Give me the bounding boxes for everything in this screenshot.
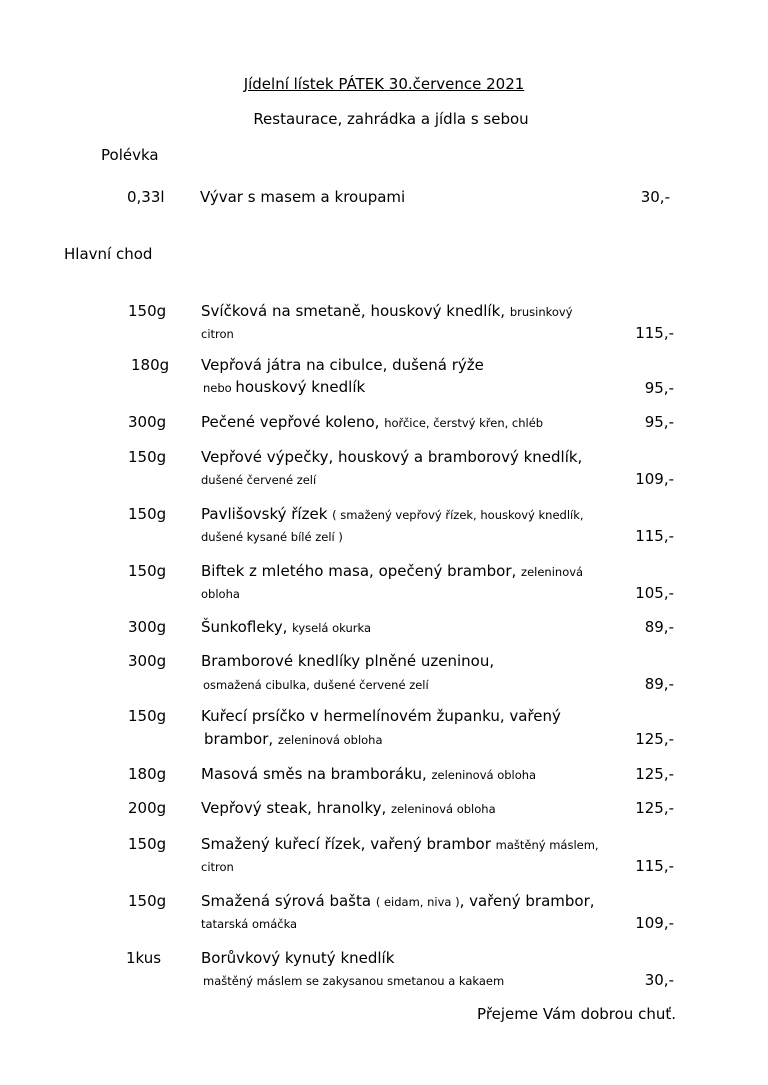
main-item-side: osmažená cibulka, dušené červené zelí — [203, 678, 429, 692]
main-item-price: 30,- — [644, 971, 674, 989]
closing-wish: Přejeme Vám dobrou chuť. — [477, 1005, 676, 1023]
main-item-name: Biftek z mletého masa, opečený brambor, — [201, 562, 522, 580]
menu-subtitle: Restaurace, zahrádka a jídla s sebou — [253, 110, 529, 128]
main-item-line2 — [201, 470, 316, 488]
main-item-price: 95,- — [644, 413, 674, 431]
main-item-qty: 180g — [131, 356, 170, 374]
main-item-side: zeleninová obloha — [431, 768, 537, 782]
main-item-line1: Vepřová játra na cibulce, dušená rýže — [201, 356, 484, 374]
main-item-qty: 150g — [128, 448, 167, 466]
main-item-side: citron — [201, 327, 234, 341]
main-item-price: 109,- — [635, 914, 674, 932]
main-item-price: 109,- — [635, 470, 674, 488]
main-item-qty: 200g — [128, 799, 167, 817]
main-item-side: maštěný máslem, — [495, 838, 599, 852]
main-item-side: zeleninová obloha — [277, 733, 383, 747]
main-item-name: houskový knedlík — [235, 378, 366, 396]
main-item-side: citron — [201, 860, 234, 874]
main-item-side: zeleninová — [521, 565, 584, 579]
main-item-price: 89,- — [644, 675, 674, 693]
main-item-name: Vepřový steak, hranolky, — [201, 799, 392, 817]
main-item-price: 95,- — [644, 379, 674, 397]
main-item-line2 — [203, 971, 504, 989]
main-item-qty: 150g — [128, 562, 167, 580]
section-soup-label: Polévka — [101, 146, 159, 164]
main-item-line1 — [201, 618, 371, 636]
main-item-price: 115,- — [635, 857, 674, 875]
main-item-name: Pečené vepřové koleno, — [201, 413, 385, 431]
main-item-price: 125,- — [635, 765, 674, 783]
menu-title: Jídelní lístek PÁTEK 30.července 2021 — [243, 75, 525, 93]
main-item-price: 89,- — [644, 618, 674, 636]
main-item-line2 — [201, 584, 240, 602]
main-item-price: 125,- — [635, 799, 674, 817]
main-item-line1: Kuřecí prsíčko v hermelínovém županku, vařený — [201, 707, 561, 725]
main-item-line2 — [201, 857, 234, 875]
main-item-line1 — [201, 892, 595, 910]
main-item-line2 — [201, 914, 297, 932]
soup-qty: 0,33l — [127, 188, 165, 206]
main-item-line1 — [201, 562, 583, 580]
main-item-side: zeleninová obloha — [391, 802, 496, 816]
main-item-price: 105,- — [635, 584, 674, 602]
main-item-name: Svíčková na smetaně, houskový knedlík, — [201, 302, 510, 320]
main-item-side: dušené červené zelí — [201, 473, 317, 487]
main-item-qty: 300g — [128, 618, 167, 636]
main-item-name: Smažený kuřecí řízek, vařený brambor — [201, 835, 496, 853]
main-item-line1 — [201, 799, 496, 817]
main-item-price: 115,- — [635, 527, 674, 545]
soup-name: Vývar s masem a kroupami — [200, 188, 406, 206]
main-item-line1 — [201, 413, 543, 431]
main-item-line1 — [201, 302, 573, 320]
main-item-side: brusinkový — [509, 305, 573, 319]
main-item-side: kyselá okurka — [292, 621, 371, 635]
main-item-name: Smažená sýrová bašta — [201, 892, 376, 910]
main-item-side: dušené kysané bílé zelí ) — [201, 530, 343, 544]
main-item-qty: 150g — [128, 892, 167, 910]
main-item-line1 — [201, 835, 599, 853]
main-item-line2 — [201, 324, 234, 342]
main-item-name-tail: , vařený brambor, — [459, 892, 595, 910]
main-item-qty: 300g — [128, 413, 167, 431]
main-item-side: maštěný máslem se zakysanou smetanou a kakaem — [203, 974, 505, 988]
main-item-line2 — [204, 730, 383, 748]
main-item-qty: 150g — [128, 505, 167, 523]
main-item-qty: 180g — [128, 765, 167, 783]
main-item-line2 — [203, 675, 429, 693]
main-item-line2 — [201, 527, 343, 545]
main-item-line1 — [201, 765, 536, 783]
soup-price: 30,- — [640, 188, 670, 206]
main-item-name: Masová směs na bramboráku, — [201, 765, 432, 783]
main-item-qty: 150g — [128, 835, 167, 853]
main-item-line1: Vepřové výpečky, houskový a bramborový knedlík, — [201, 448, 583, 466]
main-item-qty: 300g — [128, 652, 167, 670]
main-item-side: ( eidam, niva ) — [375, 895, 460, 909]
section-main-label: Hlavní chod — [64, 245, 153, 263]
main-item-side: obloha — [201, 587, 240, 601]
main-item-line1 — [201, 505, 584, 523]
main-item-price: 125,- — [635, 730, 674, 748]
main-item-line1: Bramborové knedlíky plněné uzeninou, — [201, 652, 495, 670]
main-item-name: Šunkofleky, — [201, 618, 293, 636]
main-item-qty: 150g — [128, 707, 167, 725]
main-item-qty: 150g — [128, 302, 167, 320]
main-item-name: brambor, — [204, 730, 278, 748]
main-item-side: nebo — [203, 381, 236, 395]
main-item-side: ( smažený vepřový řízek, houskový knedlík, — [332, 508, 584, 522]
main-item-line1: Borůvkový kynutý knedlík — [201, 949, 395, 967]
main-item-qty: 1kus — [126, 949, 162, 967]
main-item-side: tatarská omáčka — [201, 917, 298, 931]
main-item-price: 115,- — [635, 324, 674, 342]
main-item-name: Pavlišovský řízek — [201, 505, 333, 523]
main-item-line2 — [203, 378, 365, 396]
main-item-side: hořčice, čerstvý křen, chléb — [384, 416, 544, 430]
